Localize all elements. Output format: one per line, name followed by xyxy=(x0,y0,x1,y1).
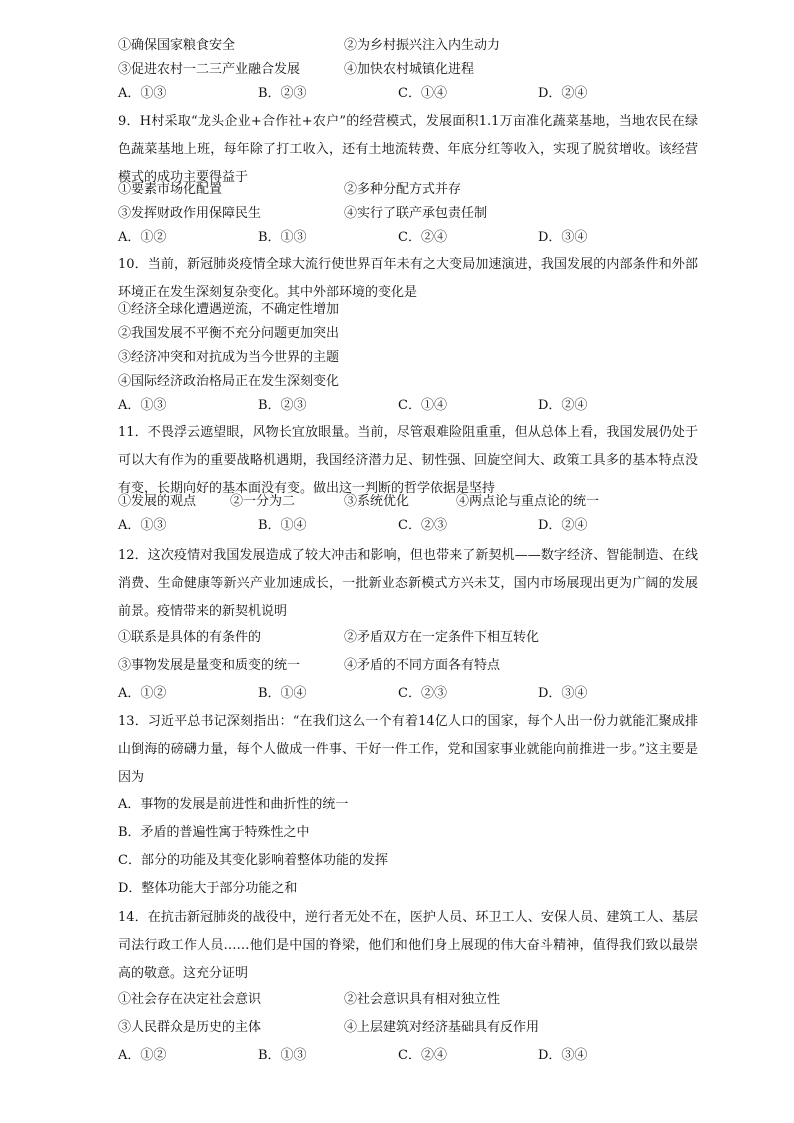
q14-stem: 14．在抗击新冠肺炎的战役中，逆行者无处不在，医护人员、环卫工人、安保人员、建筑工人、基层司法行政工作人员……他们是中国的脊梁，他们和他们身上展现的伟大奋斗精神，值得我们致以最崇高的敬意。这充分证明 xyxy=(118,910,698,981)
q12-choice-c[interactable]: C．②③ xyxy=(398,686,447,701)
q8-option-2: ②为乡村振兴注入内生动力 xyxy=(344,38,501,53)
q12-choice-d[interactable]: D．③④ xyxy=(538,686,588,701)
q14-option-3: ③人民群众是历史的主体 xyxy=(118,1020,262,1035)
q10-choice-d[interactable]: D．②④ xyxy=(538,398,588,413)
q11-option-2: ②一分为二 xyxy=(230,494,296,509)
q12-stem: 12．这次疫情对我国发展造成了较大冲击和影响，但也带来了新契机——数字经济、智能制造、在线消费、生命健康等新兴产业加速成长，一批新业态新模式方兴未艾，国内市场展现出更为广阔的发展前景。疫情带来的新契机说明 xyxy=(118,548,698,619)
q11-option-1: ①发展的观点 xyxy=(118,494,197,509)
q13-stem: 13．习近平总书记深刻指出：“在我们这么一个有着14亿人口的国家，每个人出一份力就能汇聚成排山倒海的磅礴力量，每个人做成一件事、干好一件工作，党和国家事业就能向前推进一步。”这主要是因为 xyxy=(118,714,698,785)
q11-stem: 11．不畏浮云遮望眼，风物长宜放眼量。当前，尽管艰难险阻重重，但从总体上看，我国发展仍处于可以大有作为的重要战略机遇期，我国经济潜力足、韧性强、回旋空间大、政策工具多的基本特点没有变，长期向好的基本面没有变。做出这一判断的哲学依据是坚持 xyxy=(118,425,698,496)
q12-choice-a[interactable]: A．①② xyxy=(118,686,167,701)
q10-option-1: ①经济全球化遭遇逆流，不确定性增加 xyxy=(118,302,340,317)
q14-option-2: ②社会意识具有相对独立性 xyxy=(344,992,501,1007)
q13-choice-d[interactable]: D．整体功能大于部分功能之和 xyxy=(118,881,298,896)
q12-option-3: ③事物发展是量变和质变的统一 xyxy=(118,658,301,673)
q11-option-4: ④两点论与重点论的统一 xyxy=(456,494,600,509)
q8-choice-a[interactable]: A．①③ xyxy=(118,86,167,101)
q14-choice-b[interactable]: B．①③ xyxy=(258,1048,307,1063)
q10-choice-c[interactable]: C．①④ xyxy=(398,398,447,413)
q9-choice-c[interactable]: C．②④ xyxy=(398,230,447,245)
q14-option-4: ④上层建筑对经济基础具有反作用 xyxy=(344,1020,540,1035)
q11-choice-c[interactable]: C．②③ xyxy=(398,518,447,533)
q8-option-1: ①确保国家粮食安全 xyxy=(118,38,236,53)
q10-choice-b[interactable]: B．②③ xyxy=(258,398,307,413)
q13-choice-a[interactable]: A．事物的发展是前进性和曲折性的统一 xyxy=(118,797,349,812)
q12-option-1: ①联系是具体的有条件的 xyxy=(118,630,262,645)
q9-stem: 9．H村采取“龙头企业+合作社+农户”的经营模式，发展面积1.1万亩准化蔬菜基地，当地农民在绿色蔬菜基地上班，每年除了打工收入，还有土地流转费、年底分红等收入，实现了脱贫增收。该经营模式的成功主要得益于 xyxy=(118,114,698,185)
q12-option-4: ④矛盾的不同方面各有特点 xyxy=(344,658,501,673)
q8-choice-d[interactable]: D．②④ xyxy=(538,86,588,101)
q8-choice-b[interactable]: B．②③ xyxy=(258,86,307,101)
q13-choice-b[interactable]: B．矛盾的普遍性寓于特殊性之中 xyxy=(118,825,310,840)
q8-option-3: ③促进农村一二三产业融合发展 xyxy=(118,62,301,77)
q9-option-3: ③发挥财政作用保障民生 xyxy=(118,206,262,221)
q10-option-4: ④国际经济政治格局正在发生深刻变化 xyxy=(118,374,340,389)
q10-choice-a[interactable]: A．①③ xyxy=(118,398,167,413)
q8-option-4: ④加快农村城镇化进程 xyxy=(344,62,475,77)
q11-choice-d[interactable]: D．②④ xyxy=(538,518,588,533)
q11-choice-a[interactable]: A．①③ xyxy=(118,518,167,533)
q9-choice-b[interactable]: B．①③ xyxy=(258,230,307,245)
q11-choice-b[interactable]: B．①④ xyxy=(258,518,307,533)
q14-choice-a[interactable]: A．①② xyxy=(118,1048,167,1063)
q9-choice-d[interactable]: D．③④ xyxy=(538,230,588,245)
q10-option-2: ②我国发展不平衡不充分问题更加突出 xyxy=(118,326,340,341)
q12-option-2: ②矛盾双方在一定条件下相互转化 xyxy=(344,630,540,645)
q14-option-1: ①社会存在决定社会意识 xyxy=(118,992,262,1007)
q10-option-3: ③经济冲突和对抗成为当今世界的主题 xyxy=(118,350,340,365)
q9-option-2: ②多种分配方式并存 xyxy=(344,182,462,197)
q11-option-3: ③系统优化 xyxy=(344,494,410,509)
q9-option-1: ①要素市场化配置 xyxy=(118,182,223,197)
q9-option-4: ④实行了联产承包责任制 xyxy=(344,206,488,221)
q14-choice-d[interactable]: D．③④ xyxy=(538,1048,588,1063)
q12-choice-b[interactable]: B．①④ xyxy=(258,686,307,701)
q8-choice-c[interactable]: C．①④ xyxy=(398,86,447,101)
q13-choice-c[interactable]: C．部分的功能及其变化影响着整体功能的发挥 xyxy=(118,853,388,868)
q10-stem: 10．当前，新冠肺炎疫情全球大流行使世界百年未有之大变局加速演进，我国发展的内部条件和外部环境正在发生深刻复杂变化。其中外部环境的变化是 xyxy=(118,257,698,300)
q14-choice-c[interactable]: C．②④ xyxy=(398,1048,447,1063)
q9-choice-a[interactable]: A．①② xyxy=(118,230,167,245)
